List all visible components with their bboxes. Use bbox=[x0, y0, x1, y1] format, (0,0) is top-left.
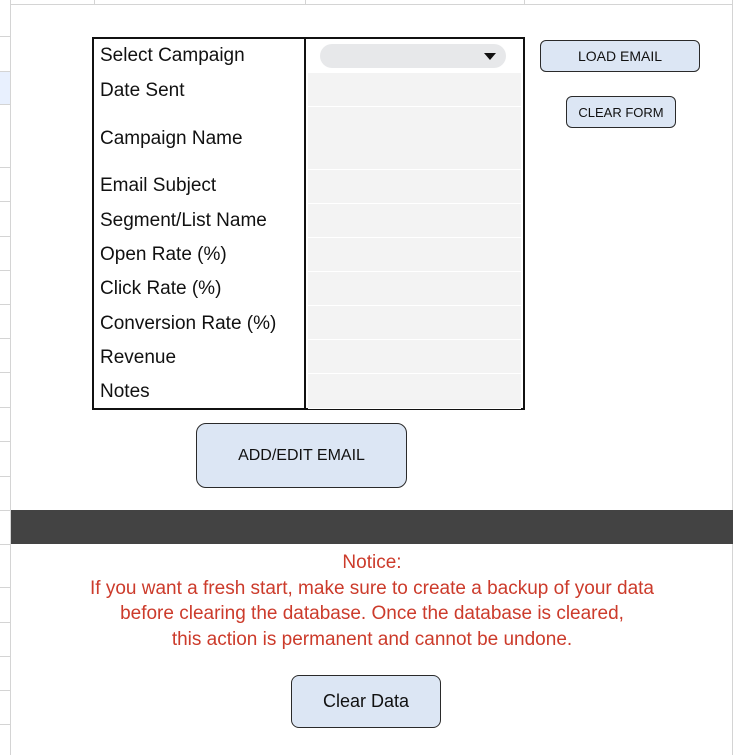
row-gridline bbox=[0, 36, 10, 37]
notes-field[interactable] bbox=[308, 374, 521, 409]
label-click-rate: Click Rate (%) bbox=[100, 278, 222, 299]
label-revenue: Revenue bbox=[100, 347, 177, 368]
row-gridline bbox=[0, 167, 10, 168]
row-gridline bbox=[0, 338, 10, 339]
column-gridline bbox=[94, 0, 95, 4]
row-gridline bbox=[0, 407, 10, 408]
row-gridline bbox=[0, 236, 10, 237]
label-conversion-rate: Conversion Rate (%) bbox=[100, 313, 277, 334]
clear-form-button[interactable]: CLEAR FORM bbox=[566, 96, 676, 128]
row-gridline bbox=[0, 304, 10, 305]
row-gridline bbox=[0, 510, 10, 511]
label-campaign-name: Campaign Name bbox=[100, 128, 243, 149]
form-column-divider bbox=[304, 39, 306, 408]
campaign-dropdown[interactable] bbox=[320, 44, 506, 68]
row-gridline bbox=[0, 587, 10, 588]
label-open-rate: Open Rate (%) bbox=[100, 244, 227, 265]
row-gridline bbox=[0, 690, 10, 691]
row-gridline bbox=[0, 372, 10, 373]
selected-row-marker bbox=[0, 71, 10, 104]
label-select-campaign: Select Campaign bbox=[100, 45, 245, 66]
revenue-field[interactable] bbox=[308, 340, 521, 374]
email-form-table bbox=[92, 37, 525, 410]
chevron-down-icon bbox=[484, 53, 496, 60]
row-gridline bbox=[0, 270, 10, 271]
click-rate-field[interactable] bbox=[308, 272, 521, 306]
row-gridline bbox=[0, 441, 10, 442]
load-email-button[interactable]: LOAD EMAIL bbox=[540, 40, 700, 72]
date-sent-field[interactable] bbox=[308, 73, 521, 107]
email-subject-field[interactable] bbox=[308, 170, 521, 204]
label-segment-list-name: Segment/List Name bbox=[100, 210, 267, 231]
notice-title: Notice: bbox=[342, 552, 402, 573]
label-notes: Notes bbox=[100, 381, 150, 402]
notice-line-2: before clearing the database. Once the database is cleared, bbox=[120, 603, 624, 624]
label-date-sent: Date Sent bbox=[100, 80, 185, 101]
row-gridline bbox=[0, 201, 10, 202]
row-gutter bbox=[0, 0, 11, 755]
column-header-strip bbox=[0, 0, 733, 5]
row-gridline bbox=[0, 544, 10, 545]
clear-data-notice bbox=[11, 550, 733, 652]
label-email-subject: Email Subject bbox=[100, 175, 217, 196]
row-gridline bbox=[0, 656, 10, 657]
row-gridline bbox=[0, 104, 10, 105]
notice-line-1: If you want a fresh start, make sure to create a backup of your data bbox=[90, 577, 654, 599]
row-gridline bbox=[0, 71, 10, 72]
section-divider-bar bbox=[11, 510, 733, 544]
row-gridline bbox=[0, 622, 10, 623]
row-gridline bbox=[0, 476, 10, 477]
segment-list-name-field[interactable] bbox=[308, 204, 521, 238]
row-gridline bbox=[0, 724, 10, 725]
column-gridline bbox=[524, 0, 525, 4]
conversion-rate-field[interactable] bbox=[308, 306, 521, 340]
add-edit-email-button[interactable]: ADD/EDIT EMAIL bbox=[196, 423, 407, 488]
column-gridline bbox=[305, 0, 306, 4]
notice-line-3: this action is permanent and cannot be undone. bbox=[171, 628, 573, 650]
clear-data-button[interactable]: Clear Data bbox=[291, 675, 441, 728]
campaign-name-field[interactable] bbox=[308, 107, 521, 170]
open-rate-field[interactable] bbox=[308, 238, 521, 272]
